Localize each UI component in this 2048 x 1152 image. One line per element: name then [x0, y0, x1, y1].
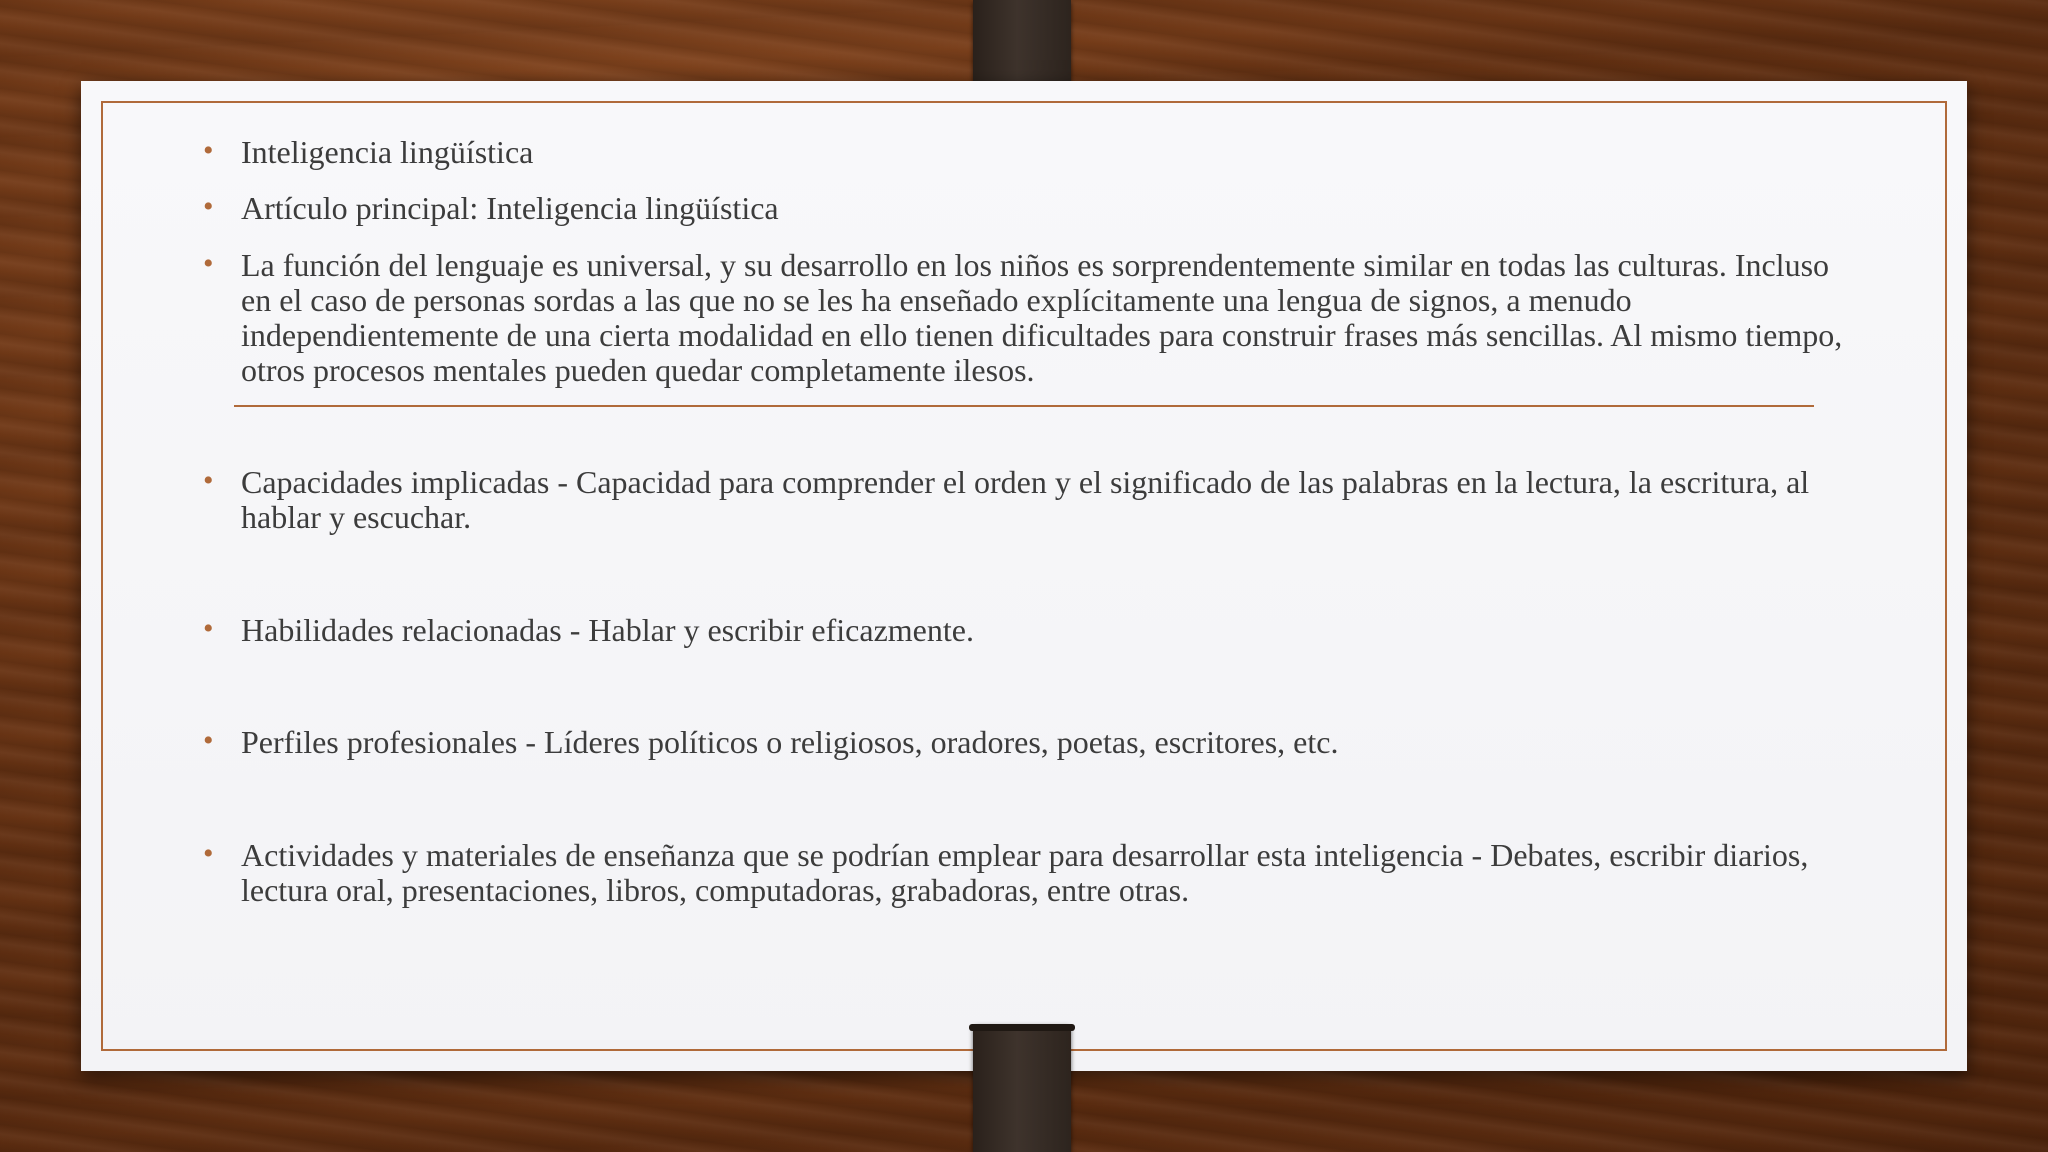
- bullet-item-activities: [203, 837, 1866, 908]
- slide-content: [81, 81, 1967, 1071]
- bullet-icon: •: [203, 837, 214, 870]
- bottom-binder-clip: [973, 1024, 1071, 1152]
- bullet-text: Artículo principal: Inteligencia lingüística: [241, 190, 779, 226]
- bullet-text: Inteligencia lingüística: [241, 134, 534, 170]
- bullet-item-main-article: [203, 190, 1866, 226]
- bullet-item-title: [203, 134, 1866, 170]
- bottom-clip-lip: [969, 1024, 1075, 1031]
- bullet-text: Actividades y materiales de enseñanza que se podrían emplear para desarrollar esta inteligencia - Debates, escribir diarios, lectura oral, presentaciones, libros, computadoras, grabadoras, entre otras.: [241, 837, 1809, 908]
- section-divider: [234, 405, 1814, 407]
- bullet-text: La función del lenguaje es universal, y su desarrollo en los niños es sorprendentemente similar en todas las culturas. Incluso en el caso de personas sordas a las que no se les ha enseñado explícitamente una lengua de signos, a menudo independientemente de una cierta modalidad en ello tienen dificultades para construir frases más sencillas. Al mismo tiempo, otros procesos mentales pueden quedar completamente ilesos.: [241, 247, 1843, 388]
- bullet-icon: •: [203, 190, 214, 223]
- bullet-icon: •: [203, 612, 214, 645]
- bullet-text: Habilidades relacionadas - Hablar y escribir eficazmente.: [241, 612, 974, 648]
- slide-paper: [81, 81, 1967, 1071]
- bullet-icon: •: [203, 724, 214, 757]
- bullet-icon: •: [203, 247, 214, 280]
- bullet-icon: •: [203, 134, 214, 167]
- bullet-item-capacities: [203, 464, 1866, 535]
- bullet-icon: •: [203, 464, 214, 497]
- bullet-item-professional-profiles: [203, 724, 1866, 760]
- bullet-item-language-function: [203, 247, 1866, 388]
- bullet-item-skills: [203, 612, 1866, 648]
- bullet-text: Perfiles profesionales - Líderes políticos o religiosos, oradores, poetas, escritores, etc.: [241, 724, 1339, 760]
- bullet-text: Capacidades implicadas - Capacidad para comprender el orden y el significado de las palabras en la lectura, la escritura, al hablar y escuchar.: [241, 464, 1810, 535]
